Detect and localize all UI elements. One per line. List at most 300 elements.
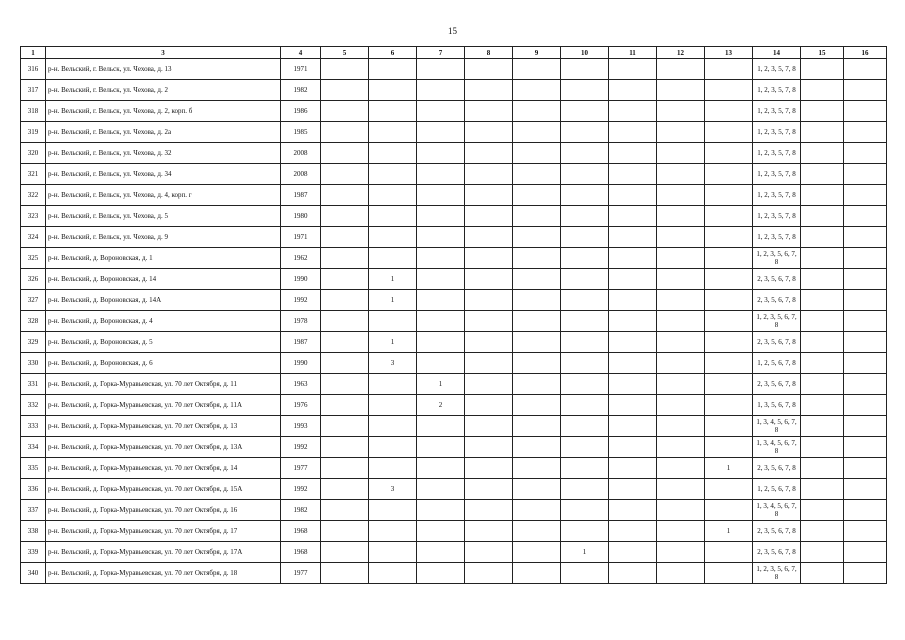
cell-col-12 xyxy=(657,521,705,542)
cell-col-9 xyxy=(513,269,561,290)
cell-col-9 xyxy=(513,101,561,122)
cell-col-10: 1 xyxy=(561,542,609,563)
cell-col-12 xyxy=(657,437,705,458)
cell-col-16 xyxy=(844,353,887,374)
cell-col-16 xyxy=(844,248,887,269)
cell-col-14: 1, 2, 3, 5, 7, 8 xyxy=(753,59,801,80)
cell-col-10 xyxy=(561,290,609,311)
table-row xyxy=(21,227,887,248)
cell-col-16 xyxy=(844,122,887,143)
cell-col-4: 1977 xyxy=(281,563,321,584)
cell-col-4: 1986 xyxy=(281,101,321,122)
cell-col-7 xyxy=(417,80,465,101)
cell-col-3: р-н. Вельский, г. Вельск, ул. Чехова, д. 32 xyxy=(46,143,281,164)
cell-col-1: 335 xyxy=(21,458,46,479)
cell-col-5 xyxy=(321,122,369,143)
cell-col-16 xyxy=(844,332,887,353)
cell-col-14: 1, 2, 3, 5, 7, 8 xyxy=(753,143,801,164)
cell-col-9 xyxy=(513,80,561,101)
cell-col-7 xyxy=(417,227,465,248)
column-header: 14 xyxy=(753,47,801,59)
cell-col-12 xyxy=(657,479,705,500)
column-header: 6 xyxy=(369,47,417,59)
cell-col-15 xyxy=(801,374,844,395)
cell-col-13 xyxy=(705,437,753,458)
cell-col-12 xyxy=(657,122,705,143)
cell-col-3: р-н. Вельский, г. Вельск, ул. Чехова, д. 2 xyxy=(46,80,281,101)
cell-col-6 xyxy=(369,311,417,332)
cell-col-3: р-н. Вельский, д. Горка-Муравьевская, ул. 70 лет Октября, д. 13А xyxy=(46,437,281,458)
column-header: 16 xyxy=(844,47,887,59)
cell-col-14: 2, 3, 5, 6, 7, 8 xyxy=(753,458,801,479)
cell-col-14: 1, 2, 3, 5, 6, 7, 8 xyxy=(753,311,801,332)
cell-col-9 xyxy=(513,164,561,185)
cell-col-11 xyxy=(609,521,657,542)
cell-col-8 xyxy=(465,500,513,521)
column-header: 3 xyxy=(46,47,281,59)
cell-col-13 xyxy=(705,59,753,80)
cell-col-3: р-н. Вельский, д. Вороновская, д. 6 xyxy=(46,353,281,374)
cell-col-1: 326 xyxy=(21,269,46,290)
cell-col-14: 1, 2, 3, 5, 7, 8 xyxy=(753,206,801,227)
table-body xyxy=(21,59,887,584)
cell-col-16 xyxy=(844,437,887,458)
column-header: 5 xyxy=(321,47,369,59)
table-row xyxy=(21,80,887,101)
cell-col-3: р-н. Вельский, д. Горка-Муравьевская, ул. 70 лет Октября, д. 16 xyxy=(46,500,281,521)
cell-col-16 xyxy=(844,521,887,542)
cell-col-14: 1, 3, 5, 6, 7, 8 xyxy=(753,395,801,416)
cell-col-13: 1 xyxy=(705,521,753,542)
cell-col-9 xyxy=(513,395,561,416)
cell-col-3: р-н. Вельский, г. Вельск, ул. Чехова, д. 5 xyxy=(46,206,281,227)
cell-col-7 xyxy=(417,521,465,542)
cell-col-3: р-н. Вельский, г. Вельск, ул. Чехова, д. 13 xyxy=(46,59,281,80)
column-header: 11 xyxy=(609,47,657,59)
cell-col-11 xyxy=(609,458,657,479)
cell-col-14: 1, 2, 3, 5, 6, 7, 8 xyxy=(753,563,801,584)
cell-col-8 xyxy=(465,416,513,437)
table-row xyxy=(21,143,887,164)
cell-col-3: р-н. Вельский, д. Горка-Муравьевская, ул. 70 лет Октября, д. 15А xyxy=(46,479,281,500)
header-row xyxy=(21,47,887,59)
table-row xyxy=(21,311,887,332)
cell-col-12 xyxy=(657,227,705,248)
cell-col-10 xyxy=(561,374,609,395)
cell-col-16 xyxy=(844,563,887,584)
cell-col-13 xyxy=(705,542,753,563)
cell-col-11 xyxy=(609,353,657,374)
column-header: 13 xyxy=(705,47,753,59)
cell-col-13 xyxy=(705,206,753,227)
cell-col-12 xyxy=(657,332,705,353)
cell-col-4: 1968 xyxy=(281,521,321,542)
cell-col-5 xyxy=(321,206,369,227)
cell-col-5 xyxy=(321,164,369,185)
cell-col-13 xyxy=(705,164,753,185)
cell-col-8 xyxy=(465,374,513,395)
cell-col-5 xyxy=(321,437,369,458)
cell-col-13: 1 xyxy=(705,458,753,479)
cell-col-9 xyxy=(513,500,561,521)
cell-col-1: 340 xyxy=(21,563,46,584)
column-header: 10 xyxy=(561,47,609,59)
cell-col-13 xyxy=(705,122,753,143)
cell-col-11 xyxy=(609,185,657,206)
cell-col-16 xyxy=(844,416,887,437)
cell-col-13 xyxy=(705,374,753,395)
cell-col-1: 328 xyxy=(21,311,46,332)
cell-col-6 xyxy=(369,416,417,437)
cell-col-15 xyxy=(801,185,844,206)
cell-col-12 xyxy=(657,395,705,416)
cell-col-1: 333 xyxy=(21,416,46,437)
cell-col-9 xyxy=(513,206,561,227)
cell-col-12 xyxy=(657,143,705,164)
table-row xyxy=(21,290,887,311)
cell-col-6 xyxy=(369,458,417,479)
cell-col-4: 1963 xyxy=(281,374,321,395)
cell-col-3: р-н. Вельский, д. Вороновская, д. 4 xyxy=(46,311,281,332)
cell-col-3: р-н. Вельский, д. Вороновская, д. 1 xyxy=(46,248,281,269)
cell-col-5 xyxy=(321,80,369,101)
cell-col-12 xyxy=(657,500,705,521)
cell-col-9 xyxy=(513,563,561,584)
cell-col-5 xyxy=(321,248,369,269)
cell-col-16 xyxy=(844,458,887,479)
cell-col-1: 331 xyxy=(21,374,46,395)
cell-col-9 xyxy=(513,59,561,80)
cell-col-13 xyxy=(705,332,753,353)
cell-col-10 xyxy=(561,458,609,479)
cell-col-16 xyxy=(844,269,887,290)
cell-col-13 xyxy=(705,416,753,437)
cell-col-4: 1978 xyxy=(281,311,321,332)
cell-col-7 xyxy=(417,416,465,437)
table-row xyxy=(21,395,887,416)
cell-col-5 xyxy=(321,269,369,290)
cell-col-8 xyxy=(465,458,513,479)
cell-col-10 xyxy=(561,395,609,416)
cell-col-10 xyxy=(561,248,609,269)
cell-col-4: 1977 xyxy=(281,458,321,479)
cell-col-7 xyxy=(417,101,465,122)
cell-col-4: 1992 xyxy=(281,290,321,311)
table-row xyxy=(21,101,887,122)
cell-col-15 xyxy=(801,206,844,227)
table-row xyxy=(21,248,887,269)
cell-col-9 xyxy=(513,311,561,332)
cell-col-4: 1987 xyxy=(281,185,321,206)
cell-col-15 xyxy=(801,353,844,374)
cell-col-14: 1, 2, 5, 6, 7, 8 xyxy=(753,353,801,374)
cell-col-15 xyxy=(801,80,844,101)
cell-col-3: р-н. Вельский, д. Вороновская, д. 5 xyxy=(46,332,281,353)
cell-col-3: р-н. Вельский, д. Горка-Муравьевская, ул. 70 лет Октября, д. 17 xyxy=(46,521,281,542)
cell-col-16 xyxy=(844,311,887,332)
cell-col-13 xyxy=(705,227,753,248)
cell-col-12 xyxy=(657,416,705,437)
cell-col-11 xyxy=(609,311,657,332)
cell-col-9 xyxy=(513,374,561,395)
cell-col-1: 317 xyxy=(21,80,46,101)
cell-col-6 xyxy=(369,248,417,269)
cell-col-16 xyxy=(844,290,887,311)
cell-col-16 xyxy=(844,542,887,563)
cell-col-1: 320 xyxy=(21,143,46,164)
column-header: 15 xyxy=(801,47,844,59)
cell-col-15 xyxy=(801,269,844,290)
cell-col-13 xyxy=(705,185,753,206)
cell-col-9 xyxy=(513,437,561,458)
cell-col-9 xyxy=(513,542,561,563)
cell-col-12 xyxy=(657,248,705,269)
cell-col-16 xyxy=(844,479,887,500)
cell-col-8 xyxy=(465,311,513,332)
cell-col-16 xyxy=(844,227,887,248)
cell-col-8 xyxy=(465,479,513,500)
cell-col-16 xyxy=(844,185,887,206)
cell-col-4: 1990 xyxy=(281,269,321,290)
cell-col-3: р-н. Вельский, д. Горка-Муравьевская, ул. 70 лет Октября, д. 11 xyxy=(46,374,281,395)
cell-col-8 xyxy=(465,353,513,374)
cell-col-13 xyxy=(705,311,753,332)
cell-col-8 xyxy=(465,164,513,185)
cell-col-13 xyxy=(705,353,753,374)
cell-col-16 xyxy=(844,59,887,80)
cell-col-15 xyxy=(801,122,844,143)
cell-col-4: 2008 xyxy=(281,143,321,164)
cell-col-7 xyxy=(417,458,465,479)
cell-col-7: 1 xyxy=(417,374,465,395)
cell-col-6 xyxy=(369,164,417,185)
cell-col-3: р-н. Вельский, д. Вороновская, д. 14 xyxy=(46,269,281,290)
cell-col-8 xyxy=(465,185,513,206)
cell-col-8 xyxy=(465,80,513,101)
cell-col-6 xyxy=(369,101,417,122)
cell-col-11 xyxy=(609,332,657,353)
cell-col-15 xyxy=(801,164,844,185)
cell-col-4: 1982 xyxy=(281,500,321,521)
cell-col-5 xyxy=(321,143,369,164)
cell-col-15 xyxy=(801,563,844,584)
cell-col-8 xyxy=(465,542,513,563)
cell-col-11 xyxy=(609,206,657,227)
cell-col-15 xyxy=(801,143,844,164)
cell-col-7 xyxy=(417,437,465,458)
cell-col-11 xyxy=(609,164,657,185)
cell-col-4: 1993 xyxy=(281,416,321,437)
cell-col-8 xyxy=(465,332,513,353)
column-header: 1 xyxy=(21,47,46,59)
cell-col-3: р-н. Вельский, г. Вельск, ул. Чехова, д. 4, корп. г xyxy=(46,185,281,206)
cell-col-6 xyxy=(369,500,417,521)
table-row xyxy=(21,206,887,227)
page-number: 15 xyxy=(448,26,457,36)
cell-col-10 xyxy=(561,416,609,437)
table-row xyxy=(21,59,887,80)
cell-col-11 xyxy=(609,101,657,122)
cell-col-8 xyxy=(465,521,513,542)
cell-col-15 xyxy=(801,227,844,248)
cell-col-14: 2, 3, 5, 6, 7, 8 xyxy=(753,269,801,290)
cell-col-13 xyxy=(705,290,753,311)
cell-col-5 xyxy=(321,374,369,395)
cell-col-15 xyxy=(801,395,844,416)
cell-col-12 xyxy=(657,311,705,332)
cell-col-10 xyxy=(561,59,609,80)
cell-col-13 xyxy=(705,143,753,164)
cell-col-10 xyxy=(561,101,609,122)
cell-col-12 xyxy=(657,185,705,206)
cell-col-10 xyxy=(561,521,609,542)
cell-col-8 xyxy=(465,290,513,311)
cell-col-11 xyxy=(609,290,657,311)
cell-col-16 xyxy=(844,395,887,416)
cell-col-3: р-н. Вельский, д. Горка-Муравьевская, ул. 70 лет Октября, д. 11А xyxy=(46,395,281,416)
cell-col-10 xyxy=(561,500,609,521)
column-header: 9 xyxy=(513,47,561,59)
cell-col-9 xyxy=(513,521,561,542)
cell-col-16 xyxy=(844,143,887,164)
cell-col-9 xyxy=(513,416,561,437)
column-header: 7 xyxy=(417,47,465,59)
cell-col-3: р-н. Вельский, г. Вельск, ул. Чехова, д. 9 xyxy=(46,227,281,248)
cell-col-13 xyxy=(705,269,753,290)
cell-col-10 xyxy=(561,80,609,101)
cell-col-1: 324 xyxy=(21,227,46,248)
cell-col-1: 329 xyxy=(21,332,46,353)
cell-col-4: 2008 xyxy=(281,164,321,185)
cell-col-12 xyxy=(657,59,705,80)
cell-col-15 xyxy=(801,479,844,500)
cell-col-12 xyxy=(657,542,705,563)
cell-col-14: 1, 3, 4, 5, 6, 7, 8 xyxy=(753,500,801,521)
cell-col-8 xyxy=(465,248,513,269)
cell-col-7 xyxy=(417,59,465,80)
cell-col-1: 339 xyxy=(21,542,46,563)
cell-col-11 xyxy=(609,248,657,269)
cell-col-10 xyxy=(561,143,609,164)
table-row xyxy=(21,479,887,500)
cell-col-4: 1982 xyxy=(281,80,321,101)
cell-col-5 xyxy=(321,101,369,122)
cell-col-13 xyxy=(705,80,753,101)
cell-col-14: 2, 3, 5, 6, 7, 8 xyxy=(753,374,801,395)
cell-col-10 xyxy=(561,479,609,500)
cell-col-4: 1987 xyxy=(281,332,321,353)
table-row xyxy=(21,563,887,584)
cell-col-16 xyxy=(844,80,887,101)
cell-col-9 xyxy=(513,458,561,479)
cell-col-7 xyxy=(417,479,465,500)
cell-col-13 xyxy=(705,479,753,500)
cell-col-6: 1 xyxy=(369,290,417,311)
cell-col-9 xyxy=(513,290,561,311)
cell-col-11 xyxy=(609,542,657,563)
cell-col-11 xyxy=(609,227,657,248)
cell-col-7 xyxy=(417,185,465,206)
cell-col-9 xyxy=(513,479,561,500)
cell-col-5 xyxy=(321,500,369,521)
cell-col-6 xyxy=(369,185,417,206)
cell-col-3: р-н. Вельский, г. Вельск, ул. Чехова, д. 2, корп. б xyxy=(46,101,281,122)
cell-col-14: 2, 3, 5, 6, 7, 8 xyxy=(753,290,801,311)
cell-col-1: 327 xyxy=(21,290,46,311)
cell-col-10 xyxy=(561,332,609,353)
cell-col-15 xyxy=(801,500,844,521)
cell-col-4: 1971 xyxy=(281,227,321,248)
cell-col-10 xyxy=(561,437,609,458)
cell-col-3: р-н. Вельский, д. Горка-Муравьевская, ул. 70 лет Октября, д. 17А xyxy=(46,542,281,563)
table-row xyxy=(21,269,887,290)
cell-col-10 xyxy=(561,122,609,143)
cell-col-7 xyxy=(417,290,465,311)
cell-col-3: р-н. Вельский, д. Горка-Муравьевская, ул. 70 лет Октября, д. 18 xyxy=(46,563,281,584)
cell-col-7 xyxy=(417,248,465,269)
cell-col-3: р-н. Вельский, г. Вельск, ул. Чехова, д. 2а xyxy=(46,122,281,143)
cell-col-6 xyxy=(369,143,417,164)
cell-col-5 xyxy=(321,227,369,248)
table-row xyxy=(21,353,887,374)
table-row xyxy=(21,374,887,395)
cell-col-4: 1992 xyxy=(281,479,321,500)
cell-col-7: 2 xyxy=(417,395,465,416)
cell-col-9 xyxy=(513,227,561,248)
cell-col-5 xyxy=(321,353,369,374)
cell-col-6 xyxy=(369,122,417,143)
cell-col-16 xyxy=(844,101,887,122)
cell-col-10 xyxy=(561,206,609,227)
cell-col-8 xyxy=(465,395,513,416)
cell-col-14: 1, 2, 3, 5, 7, 8 xyxy=(753,122,801,143)
cell-col-11 xyxy=(609,122,657,143)
cell-col-11 xyxy=(609,395,657,416)
cell-col-5 xyxy=(321,458,369,479)
cell-col-10 xyxy=(561,353,609,374)
table-row xyxy=(21,458,887,479)
cell-col-1: 316 xyxy=(21,59,46,80)
cell-col-11 xyxy=(609,479,657,500)
cell-col-15 xyxy=(801,542,844,563)
cell-col-4: 1962 xyxy=(281,248,321,269)
cell-col-7 xyxy=(417,500,465,521)
cell-col-11 xyxy=(609,563,657,584)
cell-col-1: 318 xyxy=(21,101,46,122)
cell-col-1: 332 xyxy=(21,395,46,416)
cell-col-9 xyxy=(513,185,561,206)
cell-col-10 xyxy=(561,269,609,290)
cell-col-16 xyxy=(844,374,887,395)
cell-col-11 xyxy=(609,269,657,290)
cell-col-3: р-н. Вельский, д. Горка-Муравьевская, ул. 70 лет Октября, д. 14 xyxy=(46,458,281,479)
cell-col-13 xyxy=(705,248,753,269)
table-row xyxy=(21,416,887,437)
table-row xyxy=(21,500,887,521)
cell-col-7 xyxy=(417,269,465,290)
cell-col-6 xyxy=(369,542,417,563)
cell-col-10 xyxy=(561,185,609,206)
cell-col-8 xyxy=(465,563,513,584)
cell-col-1: 322 xyxy=(21,185,46,206)
column-header: 12 xyxy=(657,47,705,59)
cell-col-11 xyxy=(609,143,657,164)
cell-col-7 xyxy=(417,122,465,143)
cell-col-12 xyxy=(657,563,705,584)
cell-col-5 xyxy=(321,542,369,563)
table-row xyxy=(21,521,887,542)
cell-col-13 xyxy=(705,101,753,122)
